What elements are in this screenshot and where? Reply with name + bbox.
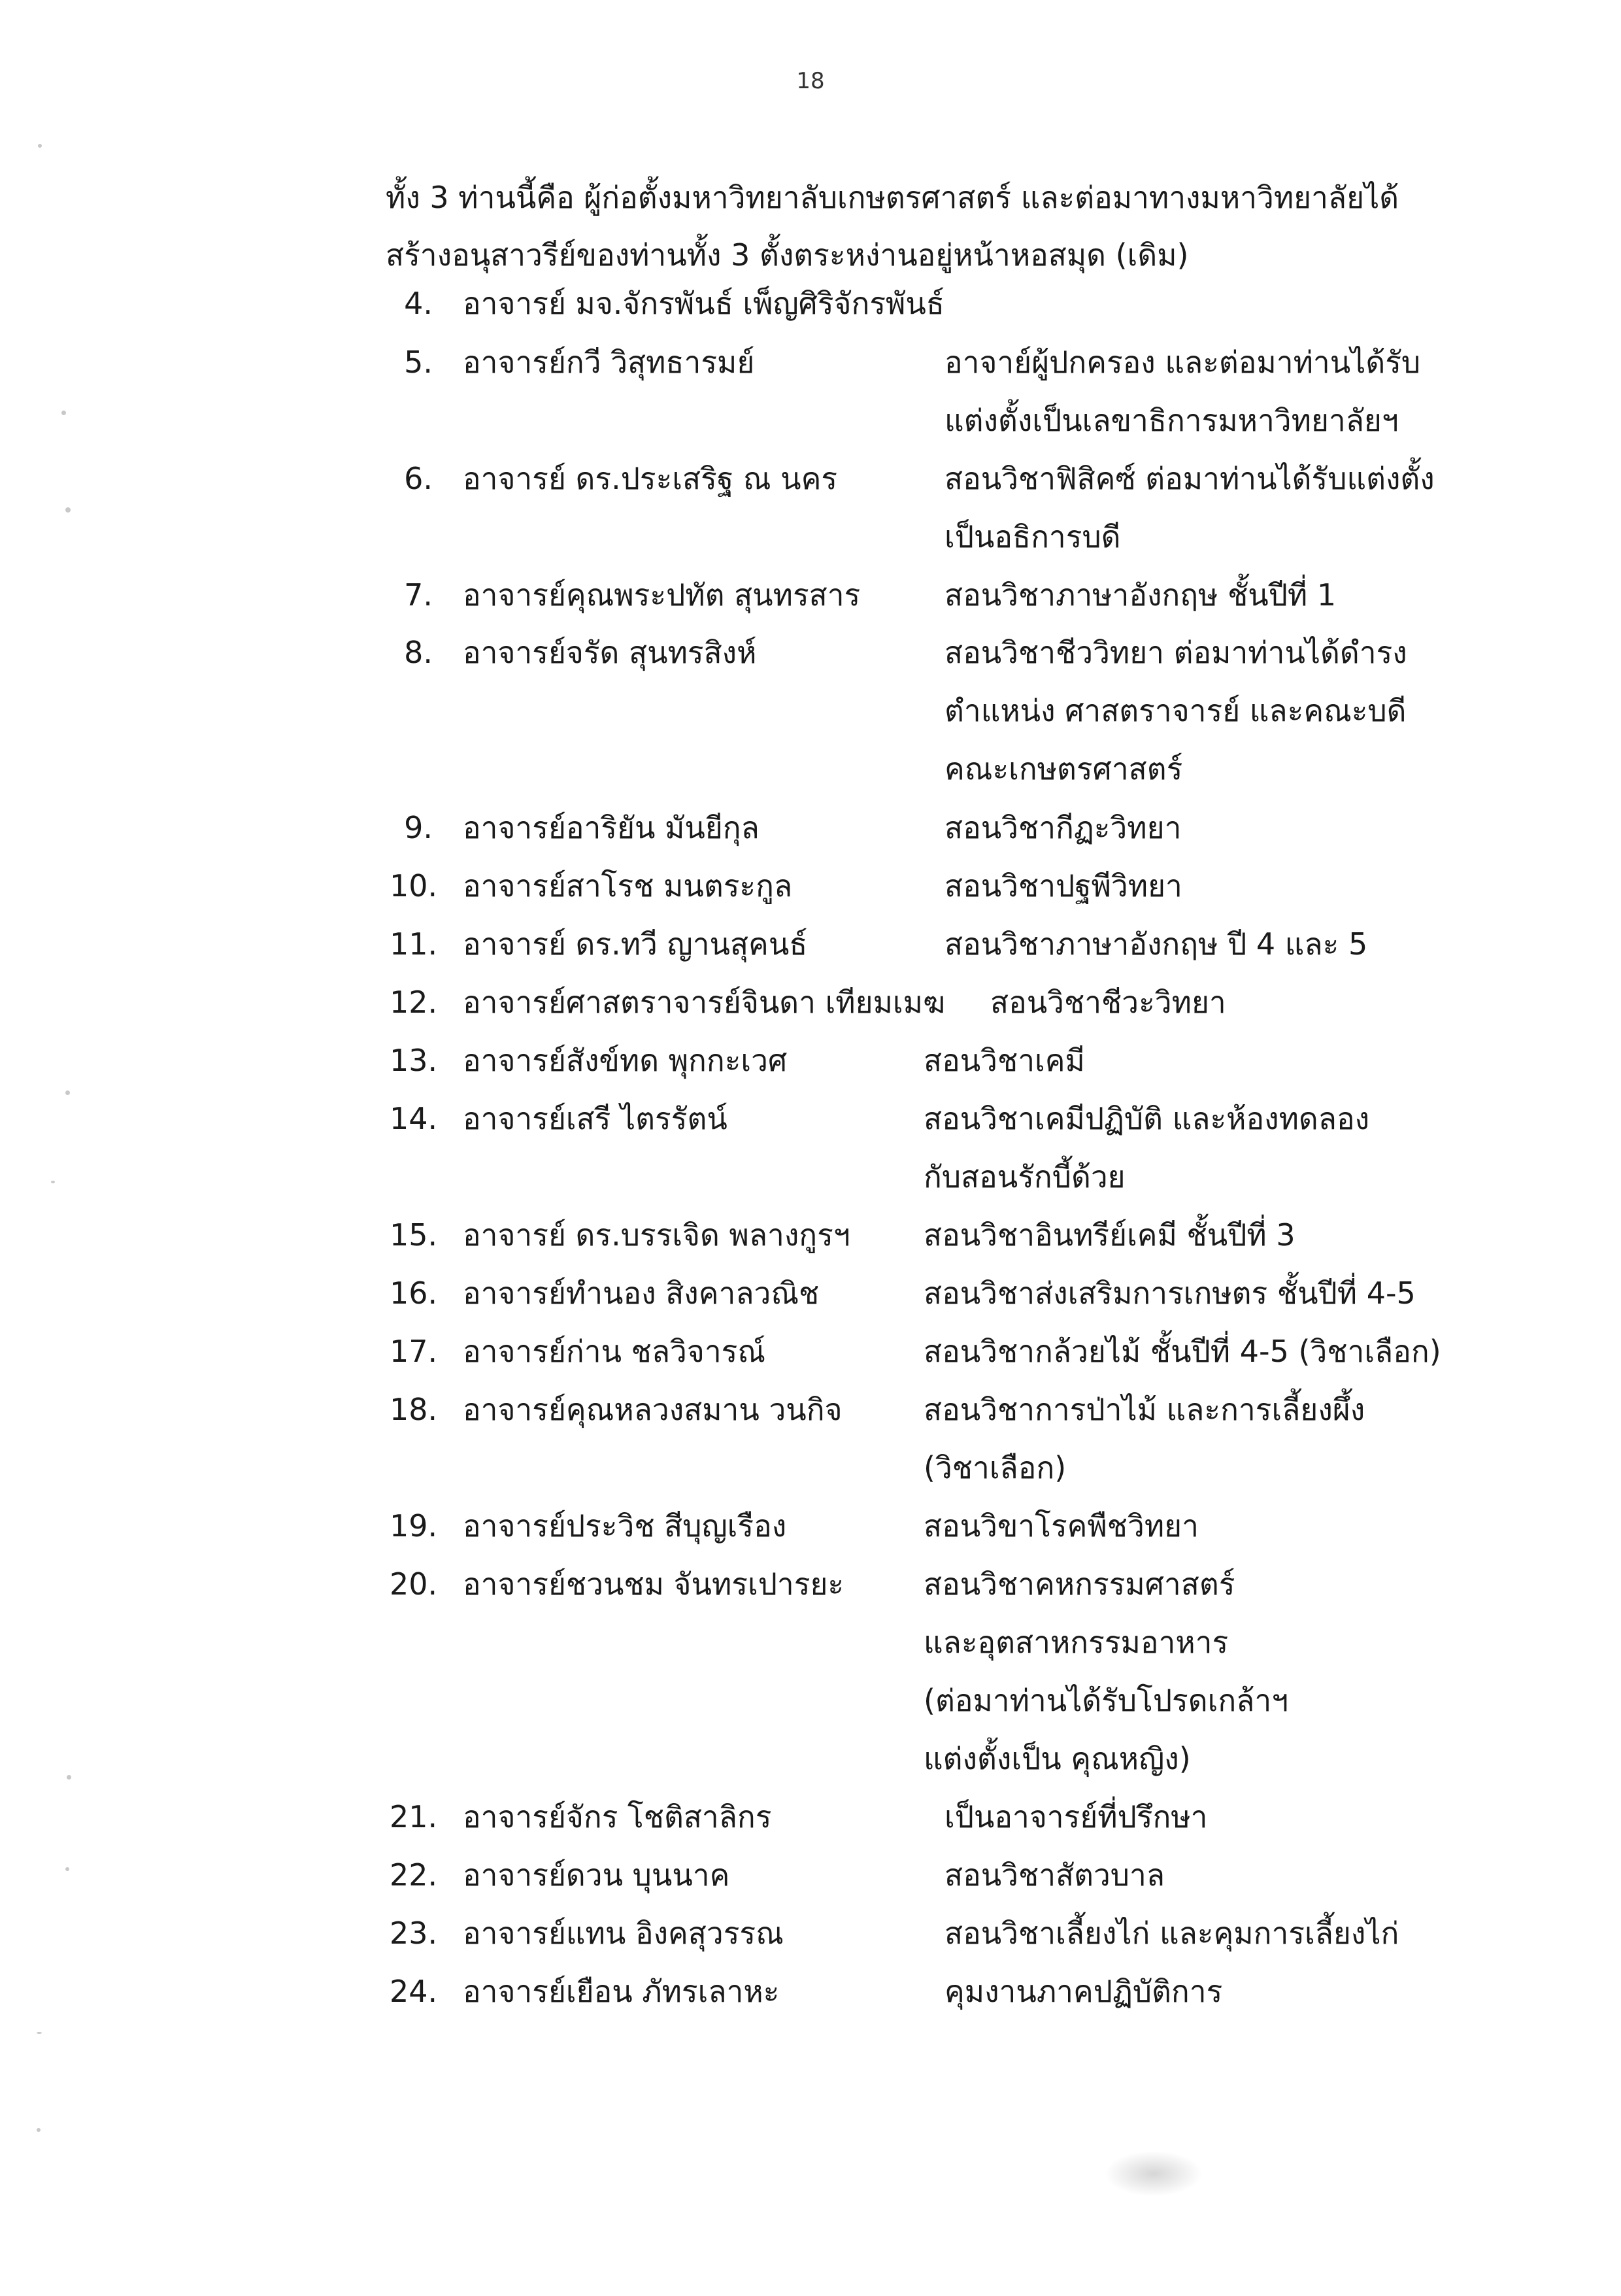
entry-number: 24. bbox=[390, 1974, 438, 2009]
entry-number: 21. bbox=[390, 1799, 438, 1834]
entry-name: อาจารย์ประวิช สีบุญเรือง bbox=[463, 1508, 787, 1544]
description-line: (วิชาเลือก) bbox=[924, 1450, 1067, 1485]
entry-name: อาจารย์ทำนอง สิงคาลวณิช bbox=[463, 1275, 820, 1311]
description-line: สอนวิชาภาษาอังกฤษ ชั้นปีที่ 1 bbox=[944, 577, 1337, 613]
intro-line: สร้างอนุสาวรีย์ของท่านทั้ง 3 ตั้งตระหง่านอยู่หน้าหอสมุด (เดิม) bbox=[386, 237, 1189, 273]
entry-name: อาจารย์ ดร.บรรเจิด พลางกูรฯ bbox=[463, 1217, 850, 1253]
entry-name: อาจารย์ชวนชม จันทรเปารยะ bbox=[463, 1566, 844, 1602]
entry-description bbox=[924, 1090, 1369, 1206]
entry-name: อาจารย์เยือน ภัทรเลาหะ bbox=[463, 1974, 780, 2009]
entry-number: 12. bbox=[390, 985, 438, 1020]
entry-name: อาจารย์คุณพระปทัต สุนทรสาร bbox=[463, 577, 861, 613]
description-line: สอนวิชาการป่าไม้ และการเลี้ยงผึ้ง bbox=[924, 1392, 1365, 1427]
description-line: แต่งตั้งเป็นเลขาธิการมหาวิทยาลัยฯ bbox=[944, 403, 1399, 438]
entry-description bbox=[924, 1032, 1085, 1090]
entry-number: 11. bbox=[390, 926, 438, 962]
entry-description bbox=[944, 566, 1336, 624]
entry-description bbox=[990, 973, 1226, 1032]
entry-name: อาจารย์ศาสตราจารย์จินดา เทียมเมฆ bbox=[463, 985, 946, 1020]
scan-speck bbox=[37, 2032, 42, 2034]
description-line: สอนวิชาคหกรรมศาสตร์ bbox=[924, 1566, 1235, 1602]
description-line: สอนวิชากีฏะวิทยา bbox=[944, 810, 1182, 845]
page-number: 18 bbox=[796, 68, 825, 94]
entry-name: อาจารย์จักร โชติสาลิกร bbox=[463, 1799, 772, 1834]
entry-number: 23. bbox=[390, 1916, 438, 1951]
entry-description bbox=[944, 624, 1407, 798]
entry-name: อาจารย์สาโรช มนตระกูล bbox=[463, 868, 793, 903]
intro-line: ทั้ง 3 ท่านนี้คือ ผู้ก่อตั้งมหาวิทยาลับเกษตรศาสตร์ และต่อมาทางมหาวิทยาลัยได้ bbox=[386, 180, 1399, 215]
entry-number: 14. bbox=[390, 1101, 438, 1136]
entry-name: อาจารย์ก่าน ชลวิจารณ์ bbox=[463, 1334, 766, 1369]
description-line: สอนวิชาส่งเสริมการเกษตร ชั้นปีที่ 4-5 bbox=[924, 1275, 1416, 1311]
entry-number: 16. bbox=[390, 1275, 438, 1311]
description-line: สอนวิชาชีวะวิทยา bbox=[990, 985, 1226, 1020]
description-line: และอุตสาหกรรมอาหาร bbox=[924, 1625, 1229, 1660]
entry-description bbox=[944, 450, 1435, 566]
entry-name: อาจารย์เสรี ไตรรัตน์ bbox=[463, 1101, 727, 1136]
entry-number: 9. bbox=[404, 810, 433, 845]
entry-name: อาจารย์ ดร.ทวี ญานสุคนธ์ bbox=[463, 926, 808, 962]
description-line: สอนวิชากล้วยไม้ ชั้นปีที่ 4-5 (วิชาเลือก) bbox=[924, 1334, 1441, 1369]
description-line: (ต่อมาท่านได้รับโปรดเกล้าฯ bbox=[924, 1683, 1289, 1718]
entry-name: อาจารย์อาริยัน มันยีกุล bbox=[463, 810, 760, 845]
entry-number: 8. bbox=[404, 635, 433, 670]
entry-number: 6. bbox=[404, 461, 433, 496]
entry-number: 20. bbox=[390, 1566, 438, 1602]
entry-name: อาจารย์ ดร.ประเสริฐ ณ นคร bbox=[463, 461, 838, 496]
faint-stamp-mark bbox=[1105, 2151, 1203, 2197]
scan-speck bbox=[65, 1867, 69, 1871]
entry-number: 18. bbox=[390, 1392, 438, 1427]
description-line: สอนวิชาอินทรีย์เคมี ชั้นปีที่ 3 bbox=[924, 1217, 1295, 1253]
scan-speck bbox=[37, 2128, 41, 2132]
entry-description bbox=[944, 915, 1367, 973]
entry-description bbox=[924, 1323, 1441, 1381]
description-line: เป็นอธิการบดี bbox=[944, 519, 1121, 554]
entry-number: 7. bbox=[404, 577, 433, 613]
entry-description bbox=[944, 1963, 1222, 2021]
scan-speck bbox=[61, 411, 66, 415]
description-line: แต่งตั้งเป็น คุณหญิง) bbox=[924, 1741, 1191, 1776]
description-line: สอนวิชาเคมีปฏิบัติ และห้องทดลอง bbox=[924, 1101, 1370, 1136]
entry-description bbox=[944, 799, 1181, 857]
entry-name: อาจารย์คุณหลวงสมาน วนกิจ bbox=[463, 1392, 843, 1427]
entry-number: 15. bbox=[390, 1217, 438, 1253]
description-line: เป็นอาจารย์ที่ปรึกษา bbox=[944, 1799, 1208, 1834]
entry-number: 10. bbox=[390, 868, 438, 903]
entry-name: อาจารย์ดวน บุนนาค bbox=[463, 1857, 730, 1893]
description-line: คณะเกษตรศาสตร์ bbox=[944, 751, 1183, 786]
description-line: สอนวิชาเคมี bbox=[924, 1043, 1085, 1078]
entry-description bbox=[944, 1788, 1208, 1846]
scan-speck bbox=[67, 1775, 71, 1780]
scan-speck bbox=[65, 1090, 70, 1095]
entry-number: 22. bbox=[390, 1857, 438, 1893]
entry-number: 19. bbox=[390, 1508, 438, 1544]
description-line: คุมงานภาคปฏิบัติการ bbox=[944, 1974, 1223, 2009]
scan-speck bbox=[38, 144, 42, 148]
scan-speck bbox=[65, 507, 71, 513]
description-line: สอนวิขาโรคพืชวิทยา bbox=[924, 1508, 1199, 1544]
entry-name: อาจารย์จรัด สุนทรสิงห์ bbox=[463, 635, 757, 670]
entry-description bbox=[924, 1381, 1365, 1497]
description-line: สอนวิชาชีววิทยา ต่อมาท่านได้ดำรง bbox=[944, 635, 1407, 670]
description-line: สอนวิชาสัตวบาล bbox=[944, 1857, 1165, 1893]
entry-description bbox=[944, 1846, 1165, 1904]
entry-description bbox=[924, 1264, 1416, 1323]
description-line: สอนวิชาปฐพีวิทยา bbox=[944, 868, 1182, 903]
scan-speck bbox=[51, 1181, 55, 1183]
entry-description bbox=[944, 1904, 1399, 1963]
description-line: สอนวิชาเลี้ยงไก่ และคุมการเลี้ยงไก่ bbox=[944, 1916, 1399, 1951]
entry-description bbox=[944, 857, 1182, 915]
entry-number: 13. bbox=[390, 1043, 438, 1078]
description-line: ตำแหน่ง ศาสตราจารย์ และคณะบดี bbox=[944, 693, 1407, 728]
entry-name: อาจารย์ มจ.จักรพันธ์ เพ็ญศิริจักรพันธ์ bbox=[463, 286, 944, 321]
entry-description bbox=[944, 333, 1420, 450]
description-line: อาจาย์ผู้ปกครอง และต่อมาท่านได้รับ bbox=[944, 345, 1421, 380]
entry-description bbox=[924, 1555, 1288, 1788]
entry-name: อาจารย์แทน อิงคสุวรรณ bbox=[463, 1916, 784, 1951]
entry-number: 5. bbox=[404, 345, 433, 380]
entry-number: 17. bbox=[390, 1334, 438, 1369]
description-line: สอนวิชาภาษาอังกฤษ ปี 4 และ 5 bbox=[944, 926, 1368, 962]
entry-description bbox=[924, 1206, 1295, 1264]
description-line: สอนวิชาฟิสิคซ์ ต่อมาท่านได้รับแต่งตั้ง bbox=[944, 461, 1435, 496]
description-line: กับสอนรักบี้ด้วย bbox=[924, 1159, 1126, 1194]
entry-name: อาจารย์สังข์ทด พุกกะเวศ bbox=[463, 1043, 788, 1078]
entry-name: อาจารย์กวี วิสุทธารมย์ bbox=[463, 345, 755, 380]
entry-description bbox=[924, 1497, 1199, 1555]
entry-number: 4. bbox=[404, 286, 433, 321]
